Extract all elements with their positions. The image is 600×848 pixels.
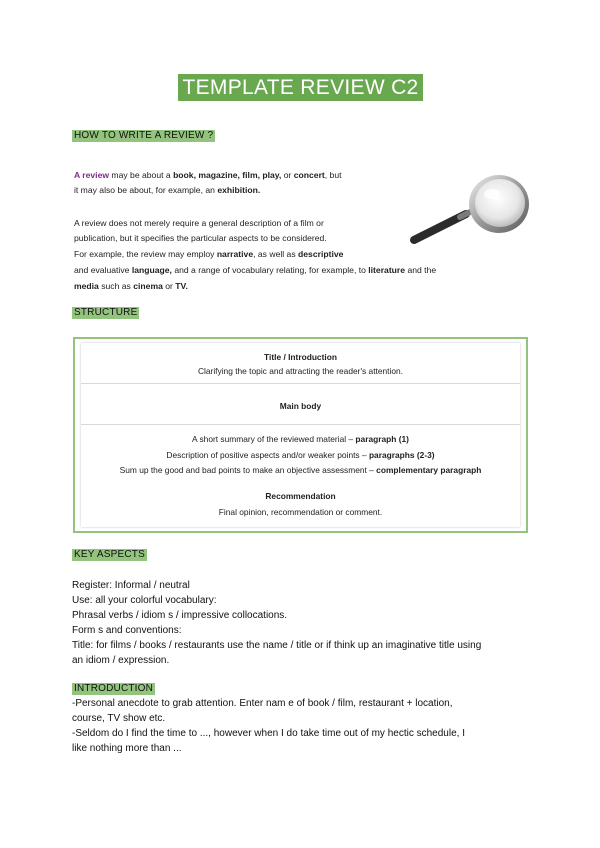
section-how-to: HOW TO WRITE A REVIEW ?: [74, 130, 214, 141]
structure-title-desc: Clarifying the topic and attracting the reader's attention.: [197, 366, 404, 376]
intro-line-7: media such as cinema or TV.: [74, 281, 188, 291]
section-key-aspects: KEY ASPECTS: [74, 549, 145, 560]
introduction-line-2: course, TV show etc.: [72, 713, 166, 724]
intro-line-5: For example, the review may employ narrative, as well as descriptive: [74, 249, 344, 259]
key-aspect-phrasal: Phrasal verbs / idiom s / impressive collocations.: [72, 610, 288, 621]
divider: [81, 383, 520, 384]
introduction-line-4: like nothing more than ...: [72, 743, 182, 754]
magnifying-glass-icon: [404, 172, 530, 248]
section-structure: STRUCTURE: [74, 307, 138, 318]
key-aspect-use: Use: all your colorful vocabulary:: [72, 595, 217, 606]
page-title: TEMPLATE REVIEW C2: [178, 74, 423, 101]
structure-main-body-1: A short summary of the reviewed material – paragraph (1): [192, 434, 409, 444]
key-aspect-register: Register: Informal / neutral: [72, 580, 190, 591]
key-aspect-forms: Form s and conventions:: [72, 625, 182, 636]
intro-line-2: it may also be about, for example, an exhibition.: [74, 185, 261, 195]
key-aspect-title: Title: for films / books / restaurants use the name / title or if think up an imaginative title using: [72, 640, 482, 651]
divider: [81, 424, 520, 425]
structure-title-heading: Title / Introduction: [264, 352, 337, 362]
section-introduction: INTRODUCTION: [74, 683, 154, 694]
intro-line-1: A review may be about a book, magazine, film, play, or concert, but: [74, 170, 342, 180]
key-aspect-title-cont: an idiom / expression.: [72, 655, 170, 666]
introduction-line-1: -Personal anecdote to grab attention. Enter nam e of book / film, restaurant + location,: [72, 698, 453, 709]
structure-recommendation: Recommendation: [265, 491, 336, 501]
structure-main-body: Main body: [279, 401, 322, 411]
intro-line-6: and evaluative language, and a range of vocabulary relating, for example, to literature and the: [74, 265, 437, 275]
structure-main-body-2: Description of positive aspects and/or weaker points – paragraphs (2-3): [166, 450, 435, 460]
introduction-line-3: -Seldom do I find the time to ..., however when I do take time out of my hectic schedule, I: [72, 728, 465, 739]
structure-table: [73, 337, 528, 533]
structure-main-body-3: Sum up the good and bad points to make an objective assessment – complementary paragraph: [119, 465, 482, 475]
intro-line-4: publication, but it specifies the particular aspects to be considered.: [74, 233, 327, 243]
structure-recommendation-desc: Final opinion, recommendation or comment.: [218, 507, 383, 517]
intro-line-3: A review does not merely require a general description of a film or: [74, 218, 324, 228]
